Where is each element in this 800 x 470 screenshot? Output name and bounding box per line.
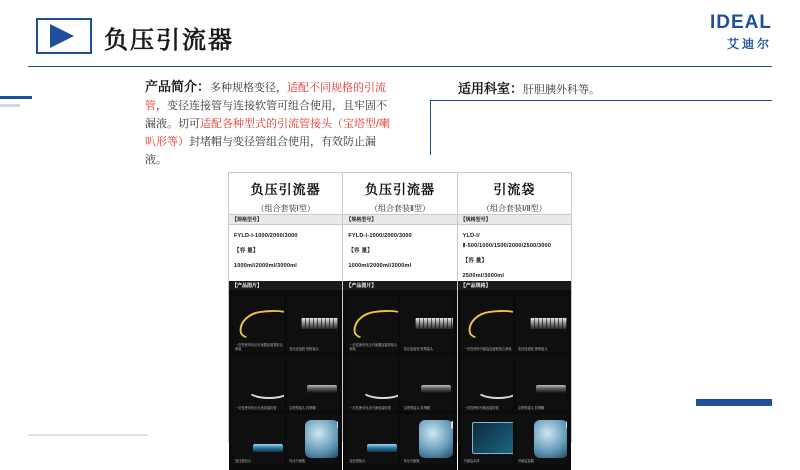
column-3-spec-bar: 【规格型号】 xyxy=(458,214,571,225)
accent-bar-left-secondary xyxy=(0,104,20,107)
photo-caption: 变径连接管 规格接头 xyxy=(517,347,548,351)
column-1-spec-capacity-value: 1000ml/2000ml/3000ml xyxy=(234,263,298,269)
product-photo xyxy=(233,355,284,411)
photo-caption: 宝塔型接头 封堵帽 xyxy=(403,406,430,410)
connector-ribs-icon xyxy=(301,318,338,329)
column-3-subtitle: （组合套装Ⅰ/Ⅱ型） xyxy=(482,204,547,213)
column-3-spec-capacity-value: 2500ml/3000ml xyxy=(462,273,505,279)
page-header xyxy=(0,0,800,68)
column-2-title: 负压引流器 xyxy=(364,182,435,197)
column-1-image-panel xyxy=(229,290,342,470)
column-1-spec-bar: 【规格型号】 xyxy=(229,214,342,225)
drainage-bag-icon xyxy=(472,422,513,454)
photo-caption: 变径管组合 xyxy=(349,459,366,463)
product-photo xyxy=(347,414,398,464)
photo-caption: 一次性使用负压引流器连接管组合套装 xyxy=(349,343,398,351)
drainage-tube-icon xyxy=(237,306,284,344)
accent-bar-bottom xyxy=(28,434,148,436)
column-2-spec-capacity-value: 1000ml/2000ml/3000ml xyxy=(348,263,412,269)
photo-caption: 变径连接管 规格接头 xyxy=(289,347,319,351)
photo-caption: 负压引流瓶 xyxy=(289,459,306,463)
product-photo xyxy=(233,414,284,464)
column-3-title: 引流袋 xyxy=(493,182,536,197)
product-photo xyxy=(287,414,338,464)
column-3-image-panel xyxy=(458,290,571,470)
connector-ribs-icon xyxy=(530,318,567,329)
product-photo xyxy=(516,414,567,464)
reducer-connector-icon xyxy=(367,444,397,452)
product-photo xyxy=(347,355,398,411)
photo-caption: 负压引流瓶 xyxy=(403,459,420,463)
column-1-specs xyxy=(229,225,342,281)
drainage-tube-icon xyxy=(466,306,513,344)
column-2-spec-capacity-label: 【容 量】 xyxy=(348,248,373,254)
play-triangle-icon xyxy=(50,24,74,48)
soft-tube-icon xyxy=(247,381,284,399)
product-column-1 xyxy=(229,173,343,463)
photo-caption: 引流袋本体 xyxy=(463,459,480,463)
column-1-spec-capacity-label: 【容 量】 xyxy=(234,248,259,254)
reducer-connector-icon xyxy=(253,444,283,452)
drainage-bottle-icon xyxy=(419,420,452,458)
column-3-image-bar: 【产品规格】 xyxy=(458,281,571,290)
photo-caption: 引流袋容器 xyxy=(517,459,534,463)
photo-caption: 一次性使用负压引流连接软管 xyxy=(349,406,391,410)
department-value: 肝胆胰外科等。 xyxy=(523,84,601,96)
drainage-bottle-icon xyxy=(305,420,338,458)
product-table xyxy=(228,172,572,463)
product-photo xyxy=(462,296,513,352)
product-photo xyxy=(401,355,452,411)
column-2-specs xyxy=(343,225,456,281)
product-photo xyxy=(516,296,567,352)
photo-caption: 一次性使用引流连接软管 xyxy=(463,406,499,410)
pagoda-connector-icon xyxy=(307,385,337,393)
column-1-title: 负压引流器 xyxy=(250,182,321,197)
column-3-specs xyxy=(458,225,571,281)
department-label: 适用科室： xyxy=(458,81,524,96)
soft-tube-icon xyxy=(476,381,513,399)
photo-caption: 一次性使用负压引流器连接管组合套装 xyxy=(235,343,283,351)
drainage-bag-container-icon xyxy=(534,420,567,458)
product-column-3 xyxy=(458,173,571,463)
product-intro xyxy=(145,78,397,169)
department-divider xyxy=(430,100,772,101)
product-intro-text-1: 多种规格变径， xyxy=(210,82,288,94)
column-2-spec-bar: 【规格型号】 xyxy=(343,214,456,225)
product-intro-highlight-1: 适配不同规格的引流管 xyxy=(145,82,387,112)
photo-caption: 宝塔型接头 封堵帽 xyxy=(289,406,316,410)
column-1-image-bar: 【产品图片】 xyxy=(229,281,342,290)
photo-caption: 一次性使用负压引流连接软管 xyxy=(235,406,277,410)
product-photo xyxy=(233,296,284,352)
department-block xyxy=(458,78,600,97)
column-1-spec-model: FYLD-Ⅰ-1000/2000/3000 xyxy=(234,233,298,239)
product-photo xyxy=(347,296,398,352)
product-photo xyxy=(462,414,513,464)
pagoda-connector-icon xyxy=(421,385,451,393)
soft-tube-icon xyxy=(361,381,398,399)
column-3-spec-model: YLD-Ⅰ/Ⅱ-500/1000/1500/2000/2500/3000 xyxy=(462,233,552,249)
photo-caption: 变径管组合 xyxy=(235,459,251,463)
department-vertical-divider xyxy=(430,100,431,155)
column-2-image-panel xyxy=(343,290,456,470)
photo-caption: 宝塔型接头 封堵帽 xyxy=(517,406,545,410)
product-photo xyxy=(462,355,513,411)
accent-bar-left xyxy=(0,96,32,99)
product-intro-text-3: 封堵帽与变径管组合使用，有效防止漏液。 xyxy=(145,136,376,166)
product-intro-text-2: ，变径连接管与连接软管可组合使用，且牢固不漏液。切可 xyxy=(145,100,387,130)
column-3-header xyxy=(458,173,571,214)
brand-subname: 艾迪尔 xyxy=(726,37,772,51)
header-divider xyxy=(28,66,772,67)
photo-caption: 变径连接管 规格接头 xyxy=(403,347,434,351)
connector-ribs-icon xyxy=(415,318,452,329)
column-2-spec-model: FYLD-Ⅰ-1000/2000/3000 xyxy=(348,233,412,239)
brand-logo xyxy=(710,12,772,52)
accent-bar-right xyxy=(696,399,772,406)
column-3-spec-capacity-label: 【容 量】 xyxy=(462,258,488,264)
product-photo xyxy=(287,296,338,352)
photo-caption: 一次性使用引流袋连接管组合套装 xyxy=(463,347,512,351)
column-2-subtitle: （组合套装Ⅱ型） xyxy=(370,204,430,213)
pagoda-connector-icon xyxy=(536,385,566,393)
product-photo xyxy=(401,414,452,464)
page-title: 负压引流器 xyxy=(104,27,234,54)
product-photo xyxy=(516,355,567,411)
product-intro-label: 产品简介： xyxy=(145,79,211,94)
brand-name: IDEAL xyxy=(710,12,772,33)
column-1-subtitle: （组合套装Ⅰ型） xyxy=(256,204,315,213)
column-2-image-bar: 【产品图片】 xyxy=(343,281,456,290)
column-2-header xyxy=(343,173,456,214)
product-column-2 xyxy=(343,173,457,463)
product-intro-highlight-2: 适配各种型式的引流管接头（宝塔型/喇叭形等） xyxy=(145,118,391,148)
product-photo xyxy=(287,355,338,411)
column-1-header xyxy=(229,173,342,214)
product-photo xyxy=(401,296,452,352)
drainage-tube-icon xyxy=(352,306,399,344)
